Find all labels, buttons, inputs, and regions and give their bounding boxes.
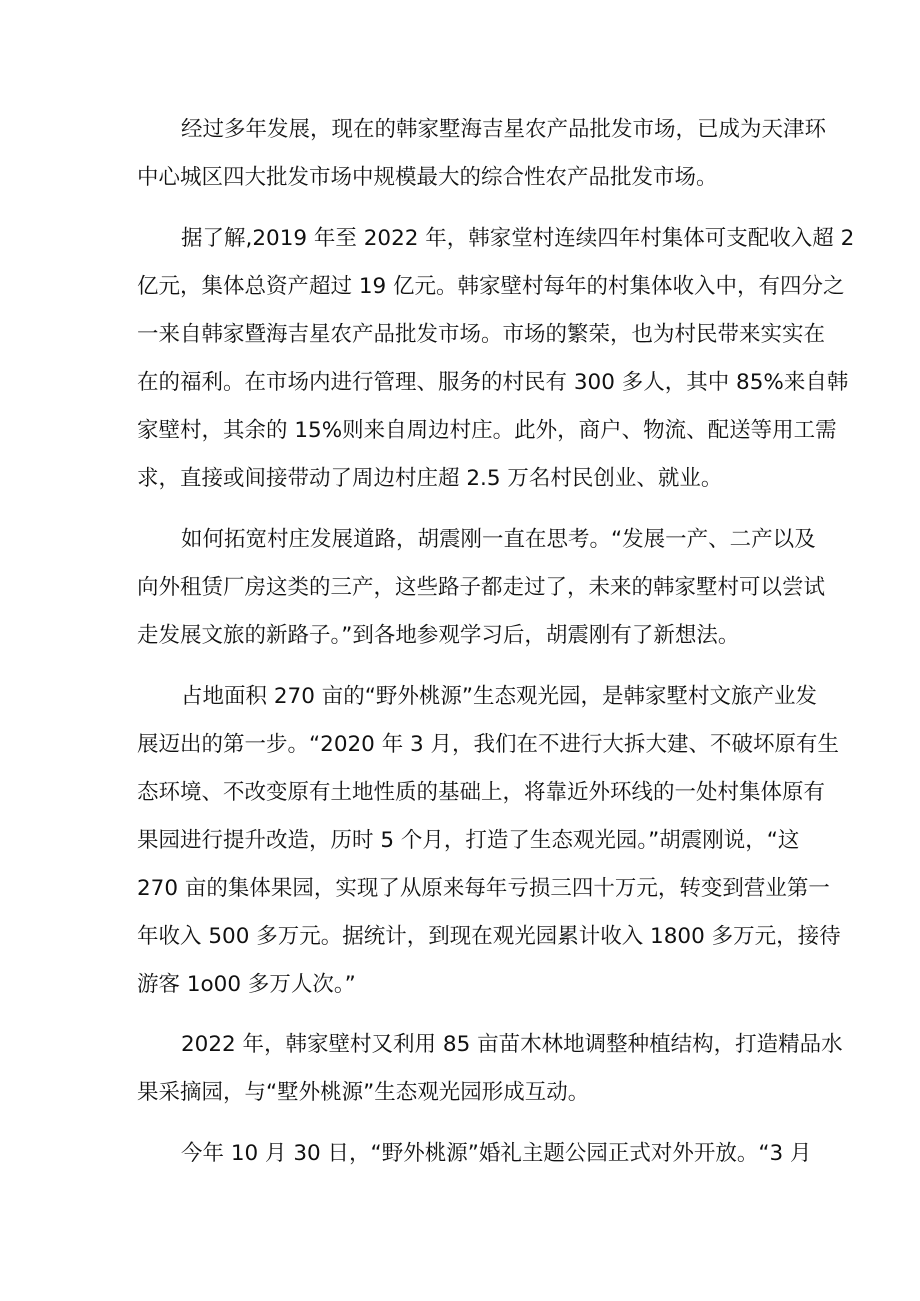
text-line: 亿元，集体总资产超过 19 亿元。韩家壁村每年的村集体收入中，有四分之 (137, 274, 845, 299)
text-line: 展迈出的第一步。“2020 年 3 月，我们在不进行大拆大建、不破坏原有生 (137, 732, 840, 757)
text-line: 据了解,2019 年至 2022 年，韩家堂村连续四年村集体可支配收入超 2 (181, 226, 855, 251)
text-line: 果采摘园，与“墅外桃源”生态观光园形成互动。 (137, 1080, 590, 1105)
text-line: 2022 年，韩家壁村又利用 85 亩苗木林地调整种植结构，打造精品水 (181, 1032, 843, 1057)
text-line: 果园进行提升改造，历时 5 个月，打造了生态观光园。”胡震刚说，“这 (137, 828, 800, 853)
text-line: 今年 10 月 30 日，“野外桃源”婚礼主题公园正式对外开放。“3 月 (181, 1141, 812, 1166)
text-line: 经过多年发展，现在的韩家墅海吉星农产品批发市场，已成为天津环 (181, 117, 827, 142)
text-line: 一来自韩家暨海吉星农产品批发市场。市场的繁荣，也为村民带来实实在 (137, 322, 826, 347)
text-line: 走发展文旅的新路子。”到各地参观学习后，胡震刚有了新想法。 (137, 623, 740, 648)
text-line: 如何拓宽村庄发展道路，胡震刚一直在思考。“发展一产、二产以及 (181, 527, 816, 552)
text-line: 年收入 500 多万元。据统计，到现在观光园累计收入 1800 多万元，接待 (137, 924, 841, 949)
text-line: 态环境、不改变原有土地性质的基础上，将靠近外环线的一处村集体原有 (137, 780, 826, 805)
text-line: 270 亩的集体果园，实现了从原来每年亏损三四十万元，转变到营业第一 (137, 876, 830, 901)
text-line: 游客 1o00 多万人次。” (137, 972, 356, 997)
text-line: 中心城区四大批发市场中规模最大的综合性农产品批发市场。 (137, 165, 718, 190)
text-line: 家壁村，其余的 15%则来自周边村庄。此外，商户、物流、配送等用工需 (137, 418, 837, 443)
text-line: 占地面积 270 亩的“野外桃源”生态观光园，是韩家墅村文旅产业发 (181, 684, 817, 709)
text-line: 在的福利。在市场内进行管理、服务的村民有 300 多人，其中 85%来自韩 (137, 370, 849, 395)
text-line: 向外租赁厂房这类的三产，这些路子都走过了，未来的韩家墅村可以尝试 (137, 575, 826, 600)
text-line: 求，直接或间接带动了周边村庄超 2.5 万名村民创业、就业。 (137, 466, 723, 491)
